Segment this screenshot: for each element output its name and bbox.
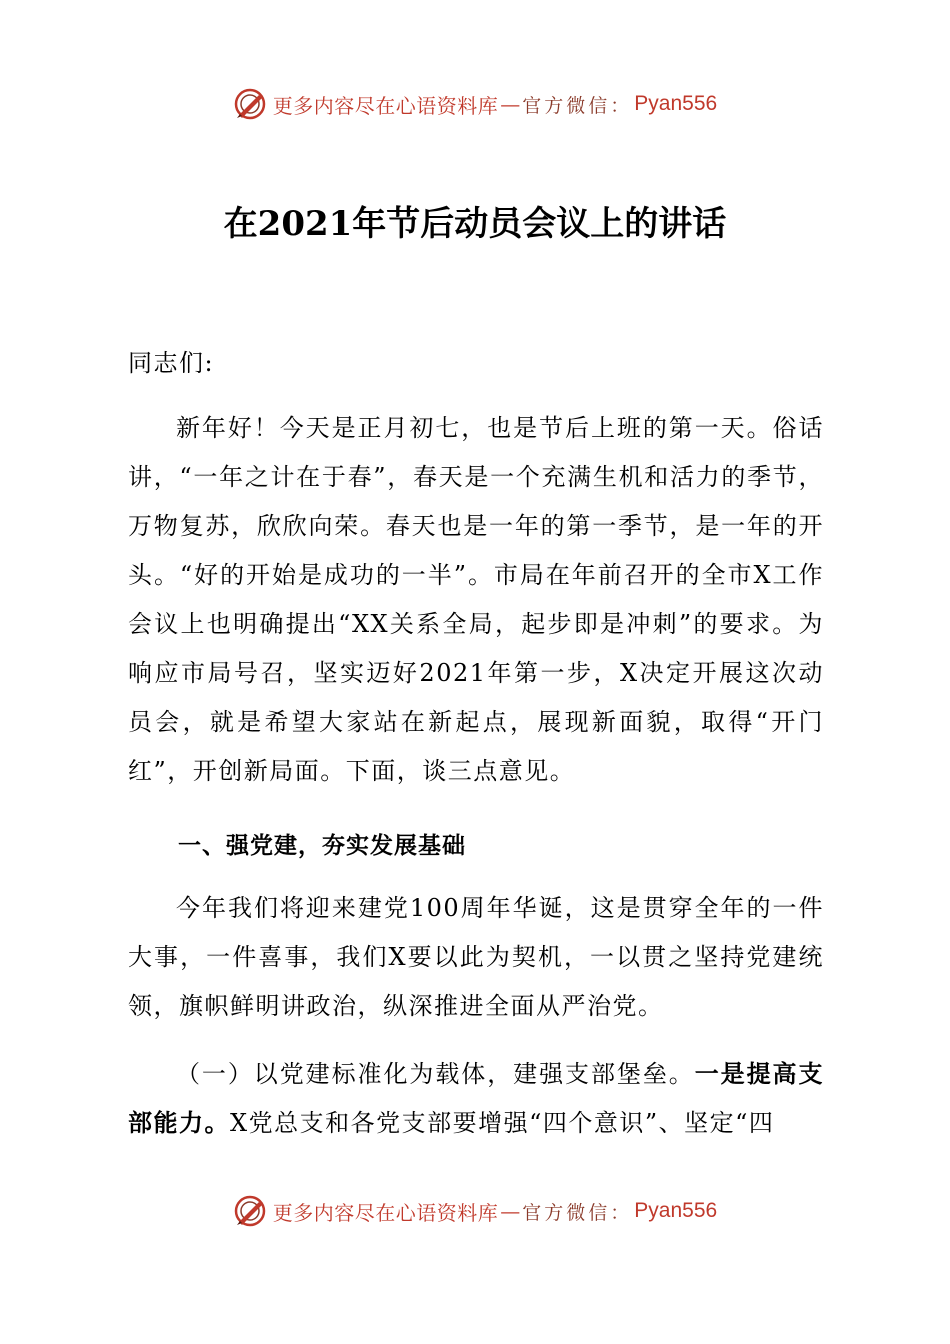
watermark-banner-bottom	[0, 1189, 950, 1233]
watermark-banner-top	[0, 82, 950, 126]
paragraph-subsection-1	[128, 1050, 824, 1148]
watermark-wechat-id: Pyan556	[634, 1199, 718, 1222]
salutation: 同志们:	[128, 349, 215, 377]
paragraph-intro: 新年好！今天是正月初七，也是节后上班的第一天。俗话讲，“一年之计在于春”，春天是一个充满生机和活力的季节，万物复苏，欣欣向荣。春天也是一年的第一季节，是一年的开头。“好的开始是成功的一半”。市局在年前召开的全市X工作会议上也明确提出“XX关系全局，起步即是冲刺”的要求。为响应市局号召，坚实迈好2021年第一步，X决定开展这次动员会，就是希望大家站在新起点，展现新面貌，取得“开门红”，开创新局面。下面，谈三点意见。	[128, 414, 824, 785]
subsection-bold-point: 一是提高支部能力。	[128, 1060, 824, 1137]
section-heading-1: 一、强党建，夯实发展基础	[178, 833, 466, 859]
subsection-rest: X党总支和各党支部要增强“四个意识”、坚定“四	[230, 1109, 775, 1137]
watermark-text: 更多内容尽在心语资料库	[272, 1200, 499, 1225]
paragraph-party-building: 今年我们将迎来建党100周年华诞，这是贯穿全年的一件大事，一件喜事，我们X要以此为契机，一以贯之坚持党建统领，旗帜鲜明讲政治，纵深推进全面从严治党。	[128, 894, 824, 1020]
watermark-wechat-label: 官方微信：	[522, 94, 633, 117]
watermark-separator: —	[500, 1199, 521, 1223]
document-title: 在2021年节后动员会议上的讲话	[223, 204, 727, 244]
watermark-wechat-label: 官方微信：	[522, 1201, 633, 1224]
watermark-text: 更多内容尽在心语资料库	[272, 93, 499, 118]
pen-logo-icon	[233, 87, 267, 121]
subsection-lead: （一）以党建标准化为载体，建强支部堡垒。	[176, 1060, 695, 1088]
pen-logo-icon	[233, 1194, 267, 1228]
watermark-separator: —	[500, 92, 521, 116]
watermark-wechat-id: Pyan556	[634, 92, 718, 115]
